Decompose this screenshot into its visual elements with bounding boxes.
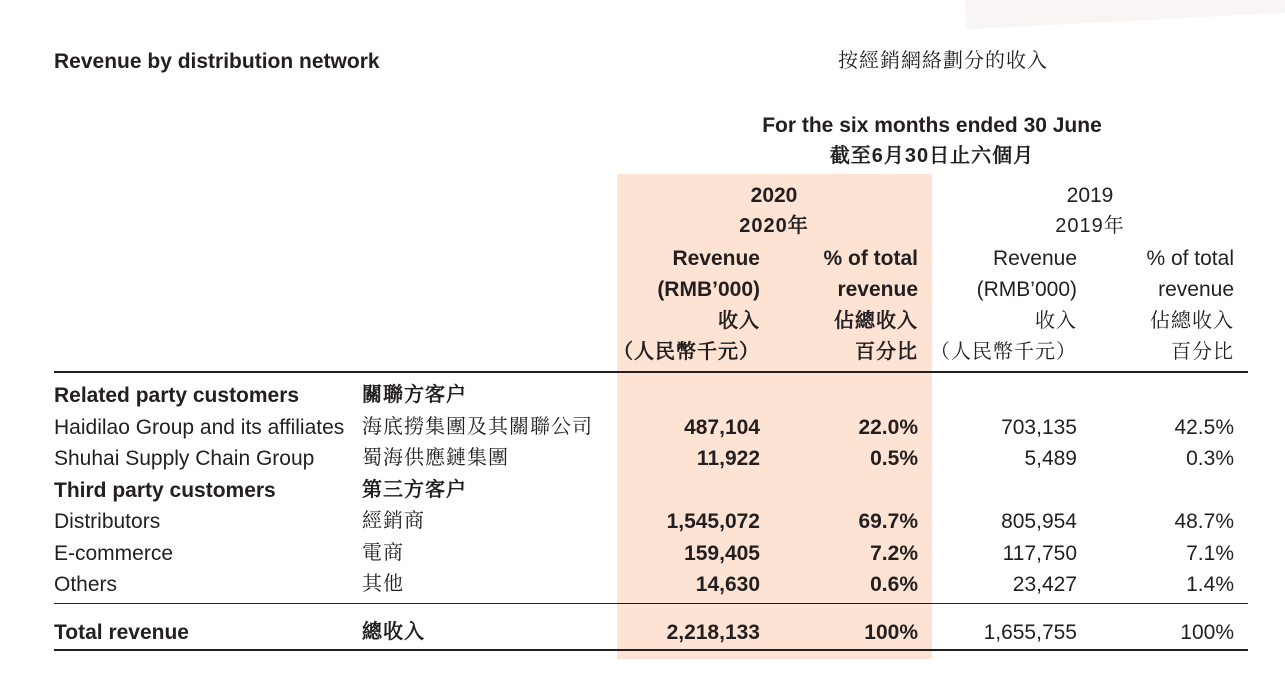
- row-label-zh: 電商: [362, 542, 404, 564]
- col-2019-revenue-h4: （人民幣千元）: [930, 341, 1077, 363]
- section-title-zh: 按經銷網絡劃分的收入: [838, 50, 1048, 72]
- row-value-2020-revenue: 487,104: [684, 416, 760, 439]
- row-label-zh: 海底撈集團及其關聯公司: [362, 416, 593, 438]
- col-2019-revenue-h3: 收入: [1035, 310, 1077, 332]
- row-value-2020-pct: 0.5%: [870, 447, 918, 470]
- row-label-en: Third party customers: [54, 479, 276, 502]
- col-2019-revenue-h2: (RMB’000): [976, 278, 1077, 301]
- col-2019-pct-h3: 佔總收入: [1150, 310, 1234, 332]
- row-label-en: E-commerce: [54, 542, 174, 565]
- row-value-2019-pct: 42.5%: [1174, 416, 1234, 439]
- page-corner-shade: [964, 0, 1285, 29]
- row-value-2020-pct: 7.2%: [870, 542, 918, 565]
- total-2020-revenue: 2,218,133: [666, 621, 760, 644]
- section-title-en: Revenue by distribution network: [54, 50, 380, 73]
- row-value-2019-pct: 1.4%: [1186, 573, 1234, 596]
- row-value-2019-pct: 48.7%: [1174, 510, 1234, 533]
- col-2019-pct-h1: % of total: [1146, 247, 1234, 270]
- total-2019-pct: 100%: [1180, 621, 1234, 644]
- row-label-zh: 蜀海供應鏈集團: [362, 447, 509, 469]
- year-2020-label: 2020: [750, 184, 798, 207]
- row-value-2020-pct: 69.7%: [858, 510, 918, 533]
- row-value-2019-revenue: 117,750: [1002, 542, 1077, 565]
- col-2019-revenue-h1: Revenue: [992, 247, 1077, 270]
- row-value-2020-revenue: 1,545,072: [666, 510, 760, 533]
- col-2020-revenue-h4: （人民幣千元）: [613, 341, 760, 363]
- row-value-2020-revenue: 11,922: [696, 447, 760, 470]
- col-2020-revenue-h2: (RMB’000): [657, 278, 760, 301]
- row-value-2020-pct: 0.6%: [870, 573, 918, 596]
- col-2020-revenue-h3: 收入: [718, 310, 760, 332]
- col-2020-pct-h1: % of total: [823, 247, 918, 270]
- total-rule: [54, 649, 1248, 651]
- row-label-zh: 其他: [362, 573, 404, 595]
- row-label-en: Others: [54, 573, 118, 596]
- row-label-zh: 關聯方客户: [362, 384, 467, 406]
- row-value-2019-revenue: 703,135: [1001, 416, 1077, 439]
- year-2020-label-zh: 2020年: [739, 215, 809, 237]
- col-2020-pct-h2: revenue: [837, 278, 918, 301]
- year-2019-label: 2019: [1066, 184, 1114, 207]
- row-label-zh: 經銷商: [362, 510, 425, 532]
- header-rule: [54, 371, 1248, 373]
- total-2019-revenue: 1,655,755: [983, 621, 1077, 644]
- row-label-en: Related party customers: [54, 384, 300, 407]
- row-label-en: Distributors: [54, 510, 161, 533]
- row-label-en: Shuhai Supply Chain Group: [54, 447, 315, 470]
- row-value-2020-pct: 22.0%: [858, 416, 918, 439]
- total-label-en: Total revenue: [54, 621, 189, 644]
- row-label-zh: 第三方客户: [362, 479, 467, 501]
- col-2020-revenue-h1: Revenue: [672, 247, 760, 270]
- col-2020-pct-h3: 佔總收入: [834, 310, 918, 332]
- total-2020-pct: 100%: [864, 621, 918, 644]
- year-2019-label-zh: 2019年: [1055, 215, 1125, 237]
- row-value-2019-pct: 7.1%: [1186, 542, 1234, 565]
- subtotal-rule: [54, 603, 1248, 604]
- row-value-2019-revenue: 23,427: [1012, 573, 1077, 596]
- row-value-2020-revenue: 159,405: [684, 542, 760, 565]
- row-label-en: Haidilao Group and its affiliates: [54, 416, 345, 439]
- row-value-2019-revenue: 805,954: [1001, 510, 1077, 533]
- period-header-en: For the six months ended 30 June: [762, 114, 1102, 137]
- row-value-2020-revenue: 14,630: [695, 573, 760, 596]
- col-2019-pct-h4: 百分比: [1171, 341, 1234, 363]
- row-value-2019-revenue: 5,489: [1024, 447, 1077, 470]
- col-2020-pct-h4: 百分比: [855, 341, 918, 363]
- col-2019-pct-h2: revenue: [1158, 278, 1234, 301]
- row-value-2019-pct: 0.3%: [1186, 447, 1234, 470]
- total-label-zh: 總收入: [362, 621, 425, 643]
- period-header-zh: 截至6月30日止六個月: [829, 145, 1035, 167]
